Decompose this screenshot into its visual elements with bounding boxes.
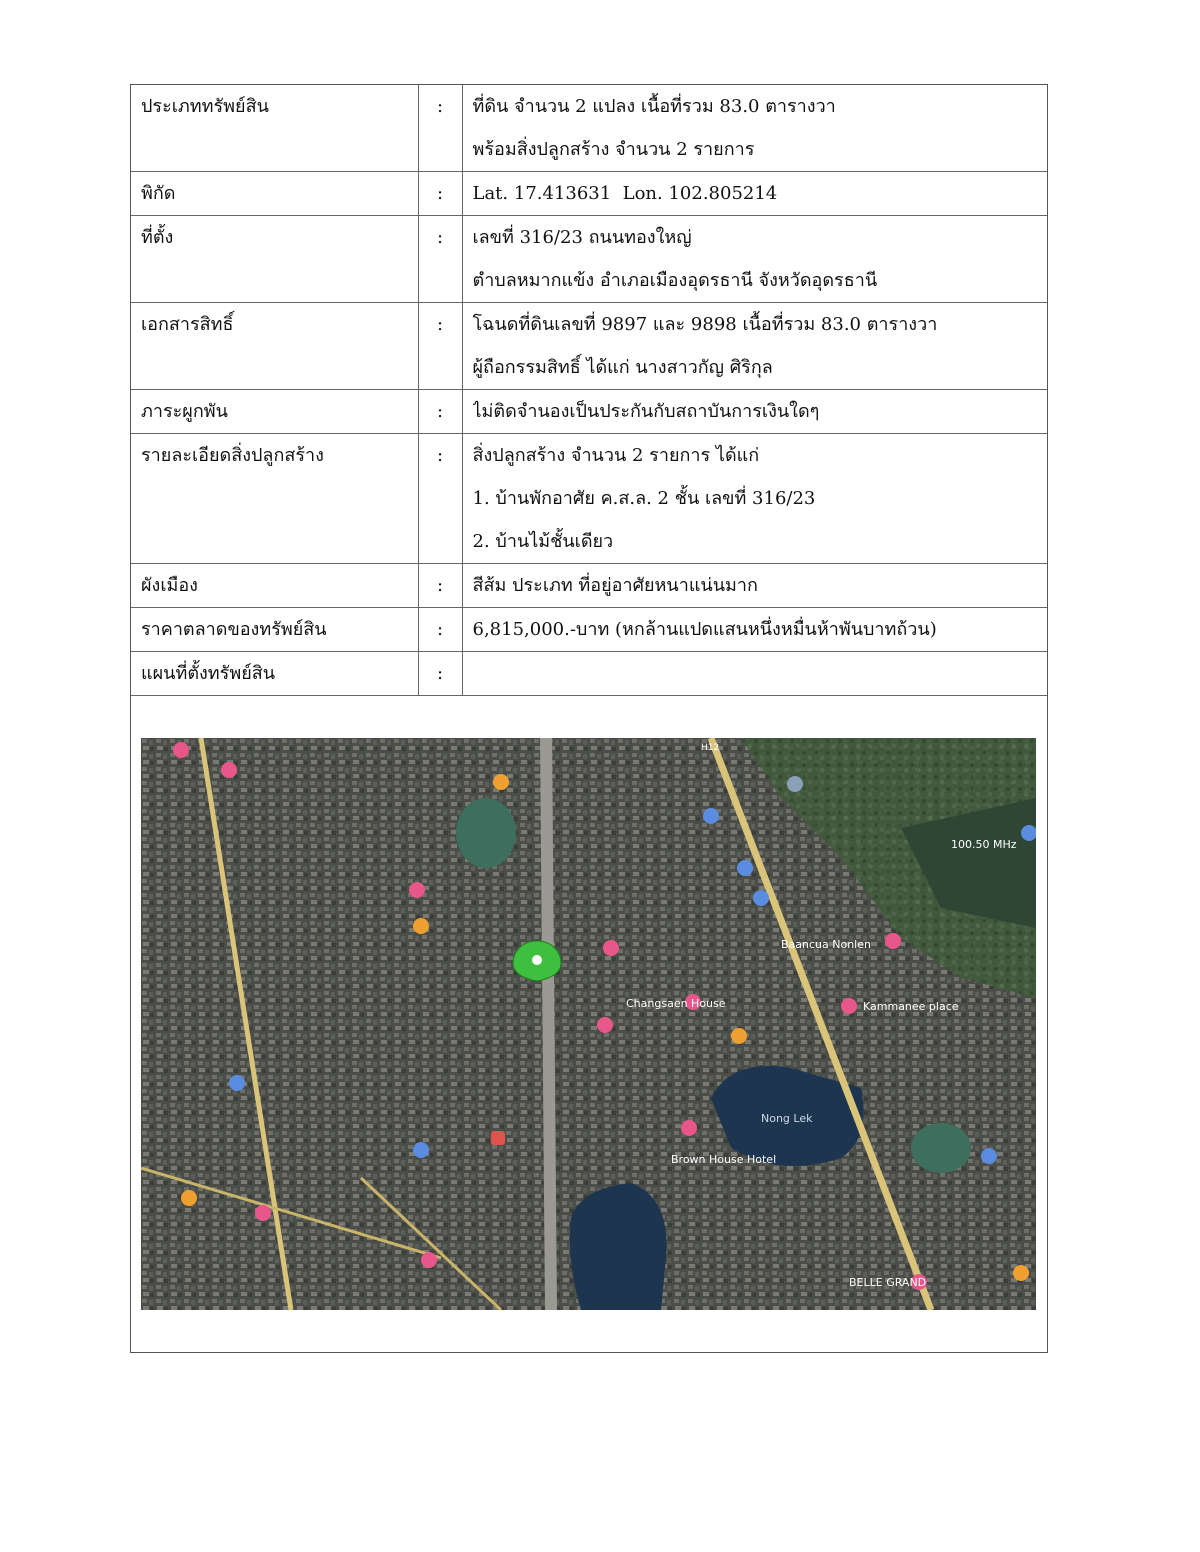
food-pin[interactable]: [731, 1028, 747, 1044]
map-railway: [546, 738, 551, 1310]
hotel-pin[interactable]: [841, 998, 857, 1014]
row-value: [462, 216, 1047, 303]
place-pin[interactable]: [787, 776, 803, 792]
row-value: [462, 652, 1047, 696]
row-title-deed: [131, 303, 1047, 390]
place-pin[interactable]: [229, 1075, 245, 1091]
row-zoning: [131, 564, 1047, 608]
map-cell: [131, 696, 1047, 1352]
food-pin[interactable]: [181, 1190, 197, 1206]
row-label: แผนที่ตั้งทรัพย์สิน: [131, 652, 418, 696]
label-road-h12: H12: [701, 743, 720, 753]
label-changsaen: Changsaen House: [626, 997, 726, 1010]
row-market-price: [131, 608, 1047, 652]
row-encumbrance: [131, 390, 1047, 434]
row-location: [131, 216, 1047, 303]
hotel-pin[interactable]: [681, 1120, 697, 1136]
row-label: เอกสารสิทธิ์: [131, 303, 418, 390]
food-pin[interactable]: [493, 774, 509, 790]
value-line: 2. บ้านไม้ชั้นเดียว: [472, 531, 614, 552]
row-label: ที่ตั้ง: [131, 216, 418, 303]
row-value: [462, 85, 1047, 172]
row-location-map: [131, 652, 1047, 696]
hotel-pin[interactable]: [421, 1252, 437, 1268]
label-radio: 100.50 MHz: [951, 838, 1017, 851]
row-value: [462, 172, 1047, 216]
row-building-details: [131, 434, 1047, 564]
place-pin[interactable]: [413, 1142, 429, 1158]
value-line: ไม่ติดจำนองเป็นประกันกับสถาบันการเงินใดๆ: [472, 401, 820, 422]
row-value: [462, 434, 1047, 564]
row-colon: :: [418, 85, 462, 172]
row-coordinates: [131, 172, 1047, 216]
value-line: ตำบลหมากแข้ง อำเภอเมืองอุดรธานี จังหวัดอุดรธานี: [472, 270, 878, 291]
place-pin[interactable]: [737, 860, 753, 876]
hotel-pin[interactable]: [597, 1017, 613, 1033]
row-colon: :: [418, 564, 462, 608]
hotel-pin[interactable]: [173, 742, 189, 758]
row-value: [462, 303, 1047, 390]
food-pin[interactable]: [413, 918, 429, 934]
value-line: เลขที่ 316/23 ถนนทองใหญ่: [472, 227, 692, 248]
row-colon: :: [418, 303, 462, 390]
value-line: Lat. 17.413631 Lon. 102.805214: [472, 183, 778, 204]
hotel-pin[interactable]: [221, 762, 237, 778]
satellite-map[interactable]: [141, 738, 1036, 1310]
hotel-pin[interactable]: [409, 882, 425, 898]
label-kammanee: Kammanee place: [863, 1000, 959, 1013]
hotel-pin[interactable]: [885, 933, 901, 949]
hotel-pin[interactable]: [255, 1205, 271, 1221]
row-label: ราคาตลาดของทรัพย์สิน: [131, 608, 418, 652]
row-colon: :: [418, 434, 462, 564]
selected-location-pin[interactable]: [513, 941, 561, 981]
property-info-table: [131, 85, 1047, 1352]
map-pond: [456, 798, 516, 868]
row-colon: :: [418, 216, 462, 303]
row-label: ภาระผูกพัน: [131, 390, 418, 434]
row-value: [462, 390, 1047, 434]
label-belle-grand: BELLE GRAND: [849, 1276, 927, 1289]
row-label: ประเภททรัพย์สิน: [131, 85, 418, 172]
food-pin[interactable]: [1013, 1265, 1029, 1281]
row-map: [131, 696, 1047, 1352]
value-line: ที่ดิน จำนวน 2 แปลง เนื้อที่รวม 83.0 ตารางวา: [472, 96, 836, 117]
value-line: 1. บ้านพักอาศัย ค.ส.ล. 2 ชั้น เลขที่ 316/23: [472, 488, 816, 509]
map-lake-south: [570, 1183, 667, 1310]
property-info-sheet: [130, 84, 1048, 1353]
place-pin[interactable]: [981, 1148, 997, 1164]
label-nong-lek: Nong Lek: [761, 1112, 813, 1125]
row-label: ผังเมือง: [131, 564, 418, 608]
row-property-type: [131, 85, 1047, 172]
row-colon: :: [418, 652, 462, 696]
row-colon: :: [418, 172, 462, 216]
label-brown-house: Brown House Hotel: [671, 1153, 777, 1166]
value-line: พร้อมสิ่งปลูกสร้าง จำนวน 2 รายการ: [472, 139, 755, 160]
place-pin[interactable]: [753, 890, 769, 906]
row-label: รายละเอียดสิ่งปลูกสร้าง: [131, 434, 418, 564]
hotel-pin[interactable]: [603, 940, 619, 956]
label-baancua: Baancua Nonlen: [781, 938, 871, 951]
row-colon: :: [418, 390, 462, 434]
place-pin[interactable]: [703, 808, 719, 824]
value-line: สีส้ม ประเภท ที่อยู่อาศัยหนาแน่นมาก: [472, 575, 758, 596]
map-pond-east: [911, 1123, 971, 1173]
row-label: พิกัด: [131, 172, 418, 216]
row-value: [462, 608, 1047, 652]
row-colon: :: [418, 608, 462, 652]
row-value: [462, 564, 1047, 608]
value-line: โฉนดที่ดินเลขที่ 9897 และ 9898 เนื้อที่รวม 83.0 ตารางวา: [472, 314, 938, 335]
value-line: ผู้ถือกรรมสิทธิ์ ได้แก่ นางสาวกัญ ศิริกุล: [472, 357, 773, 378]
hospital-pin[interactable]: [491, 1131, 505, 1145]
map-image: [141, 738, 1036, 1310]
value-line: สิ่งปลูกสร้าง จำนวน 2 รายการ ได้แก่: [472, 445, 760, 466]
value-line: 6,815,000.-บาท (หกล้านแปดแสนหนึ่งหมื่นห้าพันบาทถ้วน): [472, 619, 937, 640]
